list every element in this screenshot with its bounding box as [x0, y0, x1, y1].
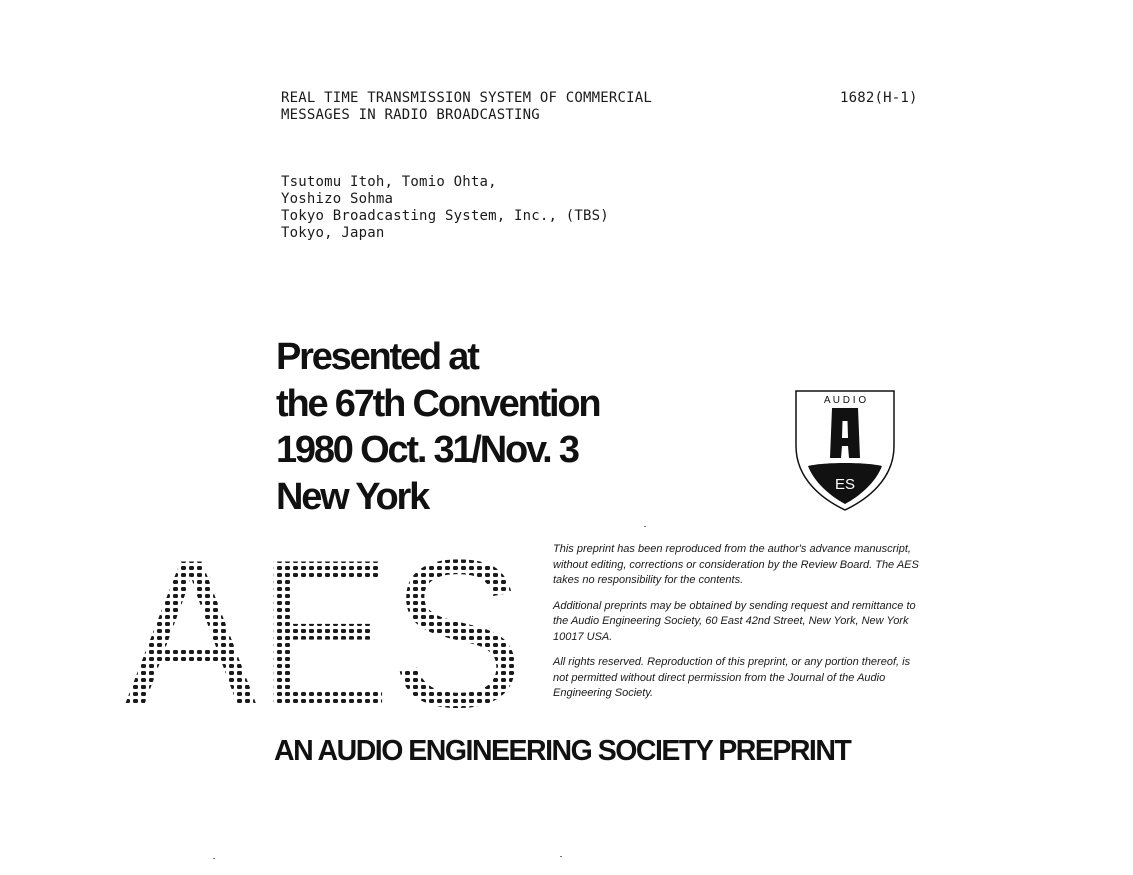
convention-line-1: Presented at — [276, 336, 478, 378]
paper-title-line-1: REAL TIME TRANSMISSION SYSTEM OF COMMERCIAL — [281, 90, 653, 106]
preprint-number: 1682(H-1) — [840, 90, 918, 106]
logo-es-text: ES — [834, 476, 856, 493]
convention-line-4: New York — [276, 475, 429, 518]
disclaimer-paragraph-1: This preprint has been reproduced from the author's advance manuscript, without editing, corrections or consideration by the Review Board. The AES takes no responsibility for the contents. — [553, 543, 919, 586]
logo-audio-text: A U D I O — [823, 395, 867, 406]
authors-block — [281, 174, 801, 242]
author-line-2: Yoshizo Sohma — [281, 191, 394, 207]
footer-title: AN AUDIO ENGINEERING SOCIETY PREPRINT — [274, 735, 851, 767]
aes-dotted-letters — [124, 530, 534, 720]
convention-line-2: the 67th Convention — [276, 382, 600, 425]
aes-shield-logo — [794, 388, 896, 512]
author-line-4: Tokyo, Japan — [281, 225, 385, 241]
convention-heading — [276, 334, 756, 520]
disclaimer-paragraph-2: Additional preprints may be obtained by sending request and remittance to the Audio Engineering Society, 60 East 42nd Street, New York, New York 10017 USA. — [553, 599, 916, 643]
author-line-3: Tokyo Broadcasting System, Inc., (TBS) — [281, 208, 609, 224]
scan-speck — [644, 526, 646, 527]
paper-title — [281, 90, 801, 124]
aes-big-text: AES — [124, 530, 524, 720]
paper-title-line-2: MESSAGES IN RADIO BROADCASTING — [281, 107, 540, 123]
disclaimer-text — [553, 542, 923, 712]
scan-speck — [560, 856, 562, 857]
scan-speck — [213, 858, 215, 859]
author-line-1: Tsutomu Itoh, Tomio Ohta, — [281, 174, 497, 190]
convention-line-3: 1980 Oct. 31/Nov. 3 — [276, 429, 578, 471]
disclaimer-paragraph-3: All rights reserved. Reproduction of this preprint, or any portion thereof, is not permitted without direct permission from the Journal of the Audio Engineering Society. — [553, 656, 911, 699]
